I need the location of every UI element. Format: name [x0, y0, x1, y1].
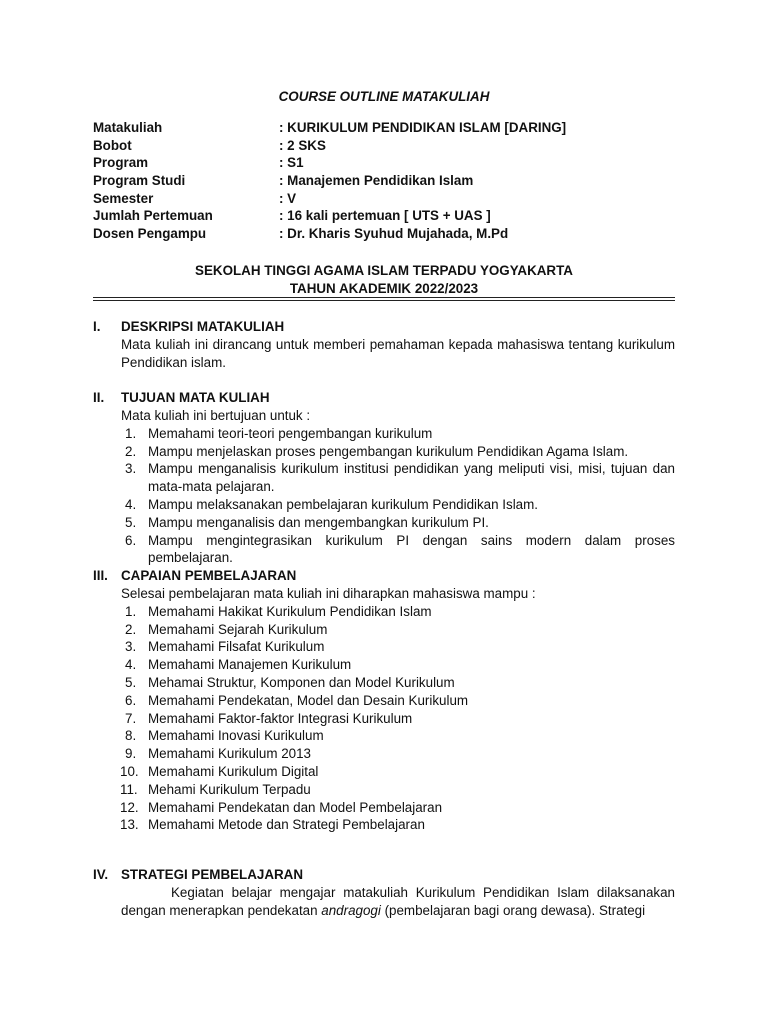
section-capaian [93, 567, 675, 834]
section-paragraph: Kegiatan belajar mengajar matakuliah Kurikulum Pendidikan Islam dilaksanakan dengan menerapkan pendekatan andragogi (pembelajaran bagi orang dewasa). Strategi [121, 885, 675, 918]
section-title: DESKRIPSI MATAKULIAH [121, 319, 285, 334]
section-title: CAPAIAN PEMBELAJARAN [121, 568, 297, 583]
info-value: : KURIKULUM PENDIDIKAN ISLAM [DARING] [279, 120, 567, 135]
section-number: III. [93, 568, 108, 583]
list-item: 12. Memahami Pendekatan dan Model Pembelajaran [120, 799, 443, 815]
section-number: II. [93, 390, 105, 405]
list-item: 5. Mehamai Struktur, Komponen dan Model Kurikulum [125, 674, 455, 690]
list-item: 6. Mampu mengintegrasikan kurikulum PI dengan sains modern dalam proses pembelajaran. [125, 532, 675, 566]
list-item: 5. Mampu menganalisis dan mengembangkan kurikulum PI. [125, 514, 489, 530]
section-heading [93, 866, 675, 884]
info-row-bobot [93, 137, 566, 155]
section-heading [93, 567, 675, 585]
info-label: Bobot [93, 137, 132, 153]
section-paragraph: Mata kuliah ini dirancang untuk memberi pemahaman kepada mahasiswa tentang kurikulum Pendidikan islam. [121, 337, 675, 370]
list-item: 1. Memahami teori-teori pengembangan kurikulum [125, 425, 433, 441]
list-item: 4. Mampu melaksanakan pembelajaran kurikulum Pendidikan Islam. [125, 496, 539, 512]
info-row-jumlah-pertemuan [93, 207, 566, 225]
info-value: : Dr. Kharis Syuhud Mujahada, M.Pd [279, 226, 509, 242]
section-intro: Selesai pembelajaran mata kuliah ini diharapkan mahasiswa mampu : [121, 586, 536, 601]
info-row-dosen-pengampu [93, 225, 566, 243]
list-item: 6. Memahami Pendekatan, Model dan Desain Kurikulum [125, 692, 469, 708]
info-value: : 16 kali pertemuan [ UTS + UAS ] [279, 208, 491, 224]
institution-header [0, 262, 768, 297]
list-item: 3. Mampu menganalisis kurikulum institusi pendidikan yang meliputi visi, misi, tujuan dan mata-mata pelajaran. [125, 461, 675, 495]
list-item: 2. Memahami Sejarah Kurikulum [125, 621, 328, 637]
info-value: : S1 [279, 155, 304, 171]
list-item: 1. Memahami Hakikat Kurikulum Pendidikan Islam [125, 603, 432, 619]
section-title: STRATEGI PEMBELAJARAN [121, 867, 304, 882]
info-label: Dosen Pengampu [93, 226, 207, 242]
section-heading [93, 389, 675, 407]
list-item: 7. Memahami Faktor-faktor Integrasi Kurikulum [125, 710, 413, 726]
list-item: 11. Mehami Kurikulum Terpadu [120, 781, 311, 797]
list-item: 2. Mampu menjelaskan proses pengembangan kurikulum Pendidikan Agama Islam. [125, 443, 629, 459]
section-deskripsi [93, 318, 675, 372]
info-label: Program Studi [93, 173, 186, 189]
andragogi-term: andragogi [321, 902, 381, 918]
section-heading [93, 318, 675, 336]
info-value: : 2 SKS [279, 137, 326, 153]
info-value: : V [279, 190, 297, 206]
info-label: Semester [93, 190, 154, 206]
list-item: 10. Memahami Kurikulum Digital [120, 763, 319, 779]
header-divider-thick [93, 297, 675, 298]
section-title: TUJUAN MATA KULIAH [121, 390, 270, 405]
list-item: 9. Memahami Kurikulum 2013 [125, 746, 311, 762]
outcome-list [121, 603, 675, 834]
objective-list [121, 425, 675, 567]
info-row-program [93, 154, 566, 172]
list-item: 8. Memahami Inovasi Kurikulum [125, 728, 324, 744]
document-title: COURSE OUTLINE MATAKULIAH [278, 89, 490, 104]
list-item: 13. Memahami Metode dan Strategi Pembelajaran [120, 817, 425, 833]
institution-name: SEKOLAH TINGGI AGAMA ISLAM TERPADU YOGYAKARTA [195, 263, 573, 278]
info-label: Matakuliah [93, 120, 163, 135]
list-item: 4. Memahami Manajemen Kurikulum [125, 657, 352, 673]
info-value: : Manajemen Pendidikan Islam [279, 173, 474, 189]
section-strategi [93, 866, 675, 920]
info-label: Jumlah Pertemuan [93, 208, 213, 224]
list-item: 3. Memahami Filsafat Kurikulum [125, 639, 325, 655]
section-number: I. [93, 319, 101, 334]
section-tujuan [93, 389, 675, 567]
info-row-matakuliah [93, 119, 566, 137]
info-label: Program [93, 155, 149, 171]
course-info-table [93, 119, 566, 243]
info-row-program-studi [93, 172, 566, 190]
section-intro: Mata kuliah ini bertujuan untuk : [121, 408, 311, 423]
info-row-semester [93, 190, 566, 208]
academic-year: TAHUN AKADEMIK 2022/2023 [289, 280, 479, 296]
section-number: IV. [93, 867, 109, 882]
header-divider-thin [93, 300, 675, 301]
